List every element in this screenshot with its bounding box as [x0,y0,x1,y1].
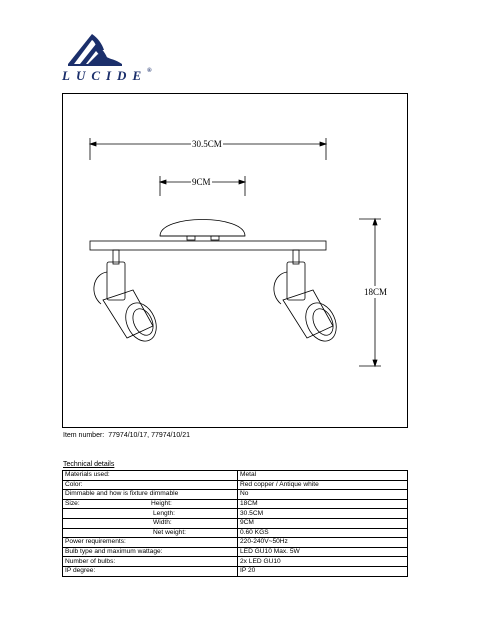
spec-key [63,566,238,576]
spec-key-label: Materials used: [65,471,110,479]
spec-subkey-label: Net weight: [153,528,186,536]
spec-value: Red copper / Antique white [238,480,408,490]
spec-key-label: Size: [65,500,80,508]
spec-value: 2x LED GU10 [238,557,408,567]
spec-row [63,557,408,567]
height-dimension-label: 18CM [364,287,388,297]
technical-details-table [62,470,408,577]
spec-subkey-label: Height: [151,500,172,508]
spec-key-label: Power requirements: [65,538,126,546]
item-number-label: Item number: [63,432,105,439]
spec-value: 220-240V~50Hz [238,538,408,548]
item-number [63,432,194,439]
spec-key-label: Color: [65,480,83,488]
spec-key [63,499,238,509]
spec-key-label: Bulb type and maximum wattage: [65,548,163,556]
spec-key-label: Number of bulbs: [65,557,116,565]
spec-key [63,557,238,567]
spec-value: 0.60 KGS [238,528,408,538]
spec-key [63,518,238,528]
spec-row [63,566,408,576]
length-dimension-label: 30.5CM [192,139,222,149]
spec-row [63,509,408,519]
spec-key [63,490,238,500]
spec-value: 18CM [238,499,408,509]
width-dimension-label: 9CM [192,177,211,187]
spec-value: LED GU10 Max. 5W [238,547,408,557]
spec-value: 9CM [238,518,408,528]
spec-key [63,480,238,490]
technical-drawing [62,93,408,428]
technical-details-title: Technical details [63,461,115,468]
spec-subkey-label: Width: [153,519,172,527]
spec-key-label: IP degree: [65,567,96,575]
spec-key [63,528,238,538]
spec-value: IP 20 [238,566,408,576]
spec-row [63,490,408,500]
spec-row [63,538,408,548]
spec-subkey-label: Length: [153,509,175,517]
item-number-values: 77974/10/17, 77974/10/21 [108,432,190,439]
spec-key-label: Dimmable and how is fixture dimmable [65,490,179,498]
spec-row [63,499,408,509]
spec-value: No [238,490,408,500]
spec-key [63,509,238,519]
spec-row [63,471,408,481]
spec-value: Metal [238,471,408,481]
spec-value: 30.5CM [238,509,408,519]
brand-wordmark: LUCIDE® [62,68,152,83]
spec-row [63,547,408,557]
spec-key [63,538,238,548]
spec-row [63,518,408,528]
spec-key [63,471,238,481]
spec-row [63,480,408,490]
spec-row [63,528,408,538]
spec-key [63,547,238,557]
